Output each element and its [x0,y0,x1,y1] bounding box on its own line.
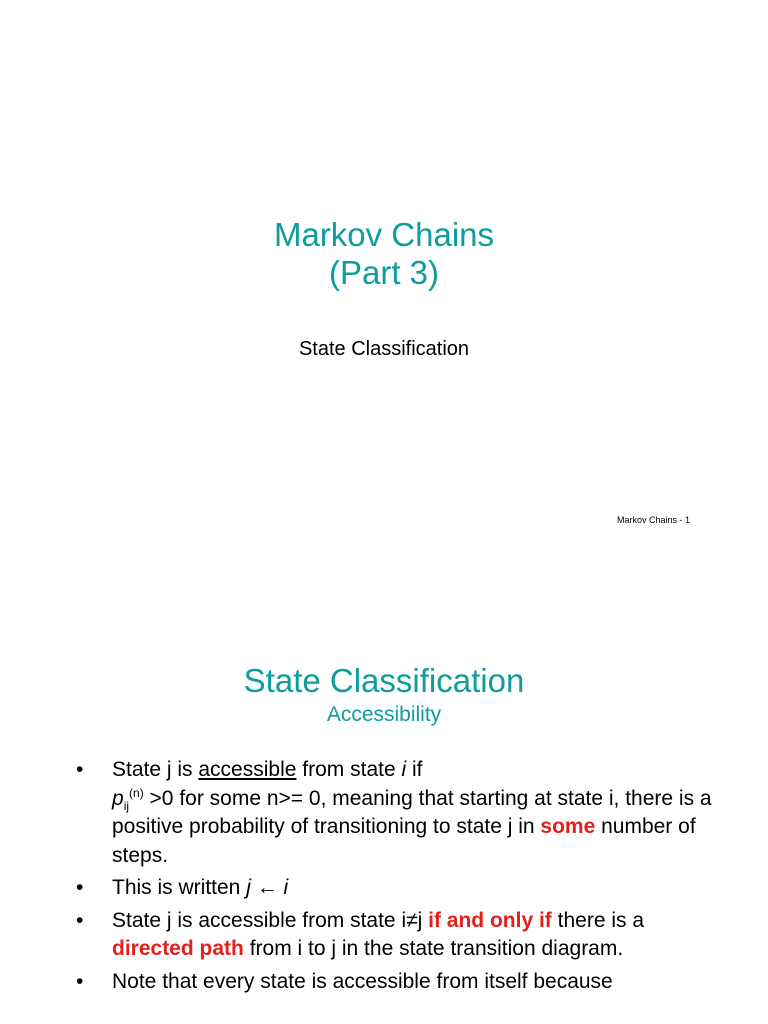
slide-2 [0,580,768,1024]
bullet-text: >0 for some n>= 0, meaning that starting at state i, there is a positive probability of transitioning to state j in [112,786,712,838]
slide-2-subtitle: Accessibility [326,703,442,726]
title-line-2: (Part 3) [328,254,440,291]
emphasis-text: directed path [112,937,244,960]
slide-1-subtitle: State Classification [298,338,470,360]
bullet-text: from i to j in the state transition diagram. [243,937,624,960]
probability-superscript: (n) [129,785,144,800]
title-line-1: Markov Chains [273,216,495,253]
bullet-text: This is written [112,876,247,899]
notation-text: j ← i [246,876,289,899]
emphasis-text: if and only if [428,908,552,932]
slide-2-title: State Classification [243,662,525,699]
slide-1-title [0,216,768,292]
bullet-icon: • [76,969,84,993]
bullet-list [72,756,712,1000]
bullet-text: State j is accessible from state i≠j [112,908,429,932]
bullet-text: State j is [112,758,199,781]
bullet-item [72,968,712,997]
emphasis-text: some [540,815,596,838]
slide-footer: Markov Chains - 1 [616,515,690,525]
bullet-item [72,874,712,903]
bullet-text: from state [296,758,402,781]
probability-symbol: p [112,786,124,810]
bullet-text: Note that every state is accessible from itself because [112,969,613,993]
bullet-item [72,907,712,964]
bullet-text: there is a [551,908,645,932]
accessible-term: accessible [198,758,297,781]
bullet-text: number of steps. [112,815,696,867]
bullet-icon: • [76,758,84,781]
bullet-text: i [401,758,407,781]
bullet-icon: • [76,908,84,932]
bullet-item [72,756,712,870]
bullet-icon: • [76,876,84,899]
bullet-text: if [406,758,423,781]
probability-subscript: ij [123,798,130,813]
